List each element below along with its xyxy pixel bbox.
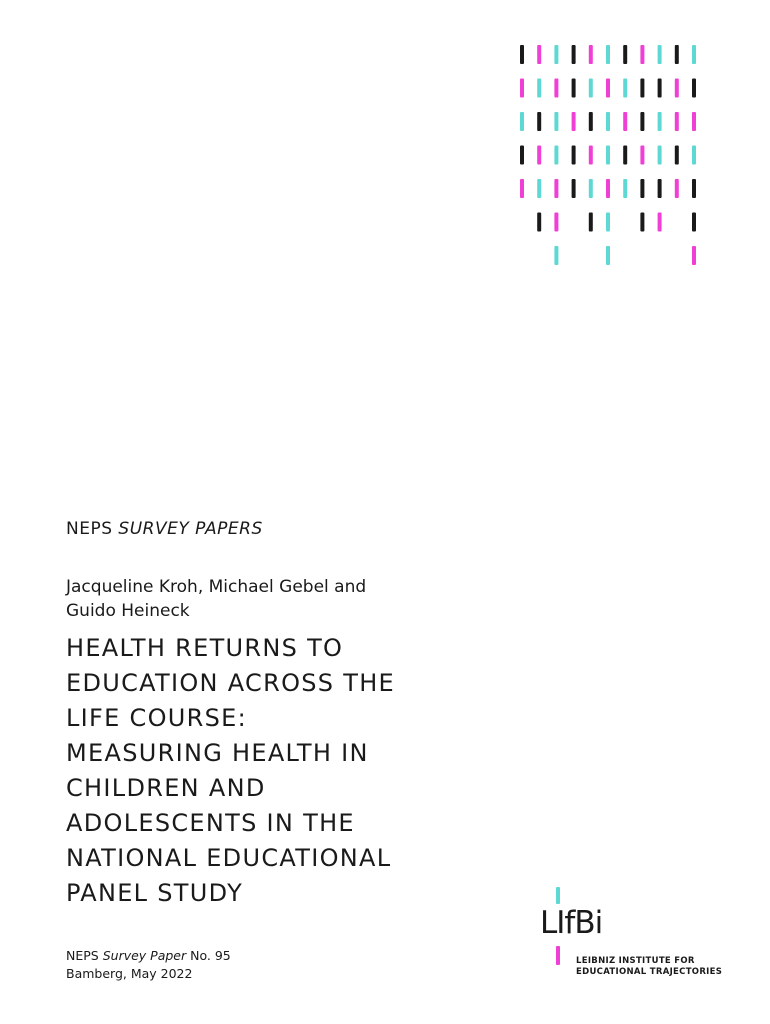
pattern-bar xyxy=(640,112,644,131)
pattern-bar xyxy=(692,112,696,131)
pattern-bar xyxy=(640,213,644,232)
lifbi-logo xyxy=(530,880,750,977)
pattern-bar xyxy=(537,112,541,131)
pattern-bar xyxy=(675,79,679,98)
pattern-bar xyxy=(537,45,541,64)
pattern-bar xyxy=(606,213,610,232)
pattern-bar xyxy=(589,112,593,131)
pattern-bar xyxy=(572,146,576,165)
pattern-bar xyxy=(589,146,593,165)
pattern-bar xyxy=(675,112,679,131)
pattern-bar xyxy=(692,213,696,232)
pattern-bar xyxy=(572,45,576,64)
pattern-bar xyxy=(589,179,593,198)
pattern-bar xyxy=(640,45,644,64)
pattern-bar xyxy=(640,179,644,198)
pattern-bar xyxy=(606,112,610,131)
pattern-bar xyxy=(589,213,593,232)
pattern-bar xyxy=(537,79,541,98)
pattern-bar xyxy=(658,179,662,198)
title-line: ADOLESCENTS IN THE xyxy=(66,809,355,837)
pattern-bar xyxy=(675,146,679,165)
title-line: PANEL STUDY xyxy=(66,879,244,907)
pattern-bar xyxy=(554,79,558,98)
logo-subtitle: LEIBNIZ INSTITUTE FOR EDUCATIONAL TRAJECTORIES xyxy=(576,956,723,977)
pattern-bar xyxy=(692,246,696,265)
pattern-bar xyxy=(606,146,610,165)
pattern-bar xyxy=(658,79,662,98)
paper-number: NEPS Survey Paper No. 95 xyxy=(66,948,231,963)
pattern-bar xyxy=(554,213,558,232)
pattern-bar xyxy=(692,179,696,198)
pattern-bar xyxy=(623,79,627,98)
title-line: LIFE COURSE: xyxy=(66,704,248,732)
pattern-bar xyxy=(554,112,558,131)
pattern-bar xyxy=(623,112,627,131)
pattern-bar xyxy=(520,45,524,64)
pattern-bar xyxy=(675,45,679,64)
pattern-bar xyxy=(572,179,576,198)
title-line: NATIONAL EDUCATIONAL xyxy=(66,844,392,872)
pattern-bar xyxy=(623,179,627,198)
pattern-bar xyxy=(692,45,696,64)
pattern-bar xyxy=(537,146,541,165)
pattern-bar xyxy=(658,146,662,165)
pattern-bar xyxy=(640,79,644,98)
logo-wordmark: LIfBi xyxy=(540,905,603,941)
pattern-bar xyxy=(692,146,696,165)
pattern-bar xyxy=(572,112,576,131)
pattern-bar xyxy=(554,179,558,198)
pattern-bar xyxy=(520,112,524,131)
pattern-bar xyxy=(520,179,524,198)
authors-line: Jacqueline Kroh, Michael Gebel and xyxy=(66,577,367,597)
logo-bar-magenta xyxy=(556,946,560,965)
pattern-bar xyxy=(537,213,541,232)
authors xyxy=(66,575,426,623)
pattern-bar xyxy=(606,179,610,198)
decorative-bar-pattern xyxy=(0,0,770,300)
title-line: MEASURING HEALTH IN xyxy=(66,739,369,767)
paper-info xyxy=(66,947,231,983)
series-label xyxy=(66,519,263,539)
pattern-bar xyxy=(675,179,679,198)
pattern-bar xyxy=(520,146,524,165)
pattern-bar xyxy=(554,246,558,265)
title-line: HEALTH RETURNS TO xyxy=(66,634,344,662)
pattern-bar xyxy=(658,45,662,64)
pattern-bar xyxy=(554,45,558,64)
pattern-bar xyxy=(606,79,610,98)
pattern-bar xyxy=(589,79,593,98)
pattern-bar xyxy=(554,146,558,165)
pattern-bar xyxy=(692,79,696,98)
pattern-bar xyxy=(606,246,610,265)
pattern-bar xyxy=(520,79,524,98)
pattern-bar xyxy=(623,146,627,165)
pattern-bar xyxy=(572,79,576,98)
series-prefix: NEPS xyxy=(66,519,113,539)
title-line: EDUCATION ACROSS THE xyxy=(66,669,396,697)
pattern-bar xyxy=(658,213,662,232)
authors-line: Guido Heineck xyxy=(66,601,190,621)
pattern-bar xyxy=(640,146,644,165)
pattern-bar xyxy=(623,45,627,64)
title-line: CHILDREN AND xyxy=(66,774,266,802)
pattern-bar xyxy=(537,179,541,198)
pattern-bar xyxy=(606,45,610,64)
place-date: Bamberg, May 2022 xyxy=(66,966,193,981)
logo-bar-cyan xyxy=(556,887,560,904)
paper-title xyxy=(66,631,436,911)
series-name: SURVEY PAPERS xyxy=(118,519,263,539)
pattern-bar xyxy=(658,112,662,131)
pattern-bar xyxy=(589,45,593,64)
